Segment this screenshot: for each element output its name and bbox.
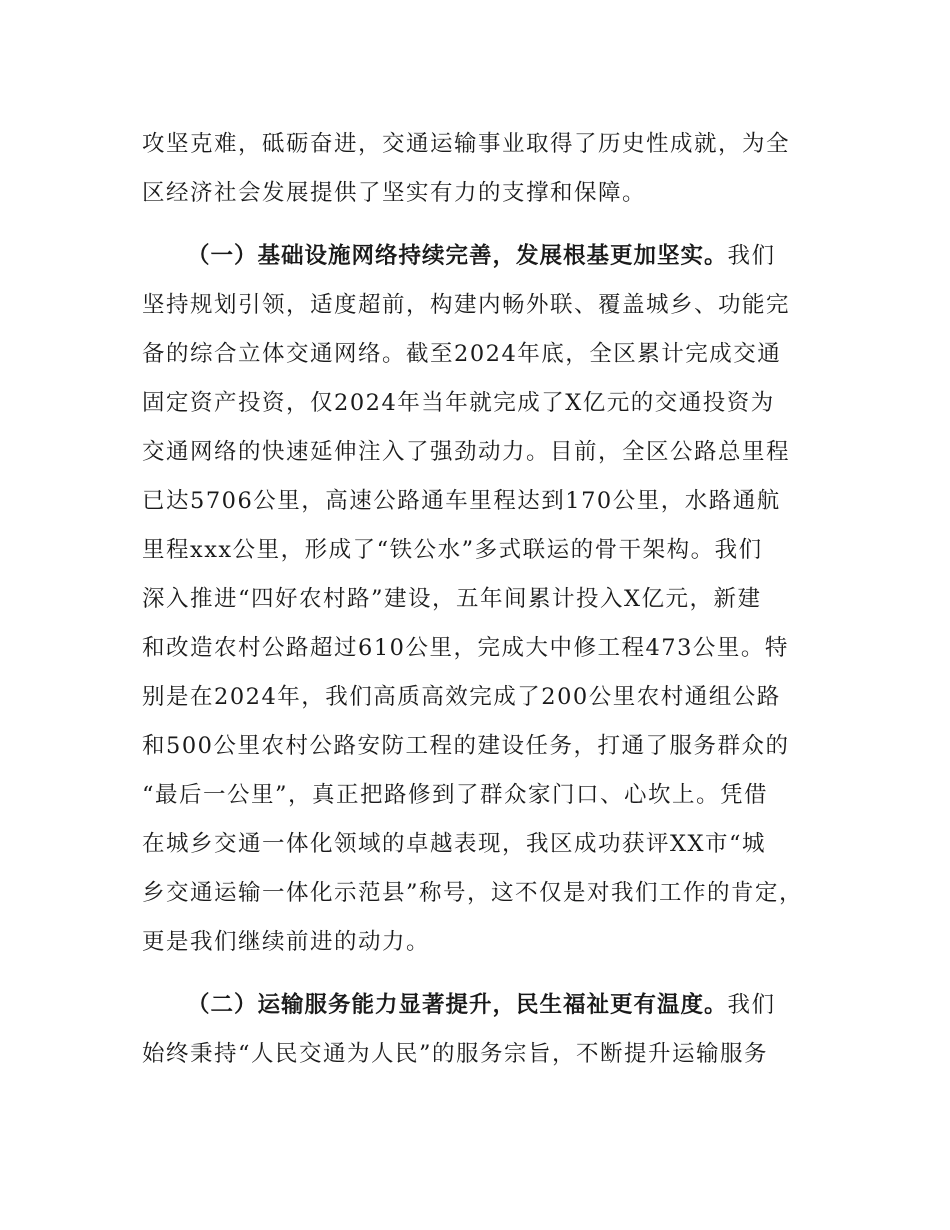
paragraph-gap <box>142 967 822 981</box>
paragraph-line: 别是在2024年，我们高质高效完成了200公里农村通组公路 <box>142 684 781 710</box>
paragraph-line: “最后一公里”，真正把路修到了群众家门口、心坎上。凭借 <box>142 782 769 808</box>
paragraph-line: 始终秉持“人民交通为人民”的服务宗旨，不断提升运输服务 <box>142 1041 769 1067</box>
paragraph-line: 和500公里农村公路安防工程的建设任务，打通了服务群众的 <box>142 733 790 759</box>
section-one-heading: （一）基础设施网络持续完善，发展根基更加坚实。 <box>187 243 728 269</box>
paragraph-line: 攻坚克难，砥砺奋进，交通运输事业取得了历史性成就，为全 <box>142 131 791 157</box>
paragraph-line: 固定资产投资，仅2024年当年就完成了X亿元的交通投资为 <box>142 390 775 416</box>
section-two-heading: （二）运输服务能力显著提升，民生福祉更有温度。 <box>187 992 728 1018</box>
paragraph-line: 深入推进“四好农村路”建设，五年间累计投入X亿元，新建 <box>142 586 762 612</box>
section-one-first-line <box>142 232 822 281</box>
paragraph-line: 交通网络的快速延伸注入了强劲动力。目前，全区公路总里程 <box>142 439 791 465</box>
section-one-first-line-rest: 我们 <box>727 243 776 269</box>
paragraph-line: 在城乡交通一体化领域的卓越表现，我区成功获评XX市“城 <box>142 831 767 857</box>
section-two-first-line <box>142 981 822 1030</box>
document-body <box>142 120 822 1079</box>
section-two-first-line-rest: 我们 <box>727 992 776 1018</box>
paragraph-line: 备的综合立体交通网络。截至2024年底，全区累计完成交通 <box>142 341 782 367</box>
paragraph-line: 里程xxx公里，形成了“铁公水”多式联运的骨干架构。我们 <box>142 537 763 563</box>
paragraph-gap <box>142 218 822 232</box>
paragraph-line: 坚持规划引领，适度超前，构建内畅外联、覆盖城乡、功能完 <box>142 292 791 318</box>
paragraph-line: 区经济社会发展提供了坚实有力的支撑和保障。 <box>142 180 647 206</box>
paragraph-line: 和改造农村公路超过610公里，完成大中修工程473公里。特 <box>142 635 789 661</box>
paragraph-line: 更是我们继续前进的动力。 <box>142 929 431 955</box>
paragraph-line: 已达5706公里，高速公路通车里程达到170公里，水路通航 <box>142 488 781 514</box>
paragraph-line: 乡交通运输一体化示范县”称号，这不仅是对我们工作的肯定， <box>142 880 804 906</box>
